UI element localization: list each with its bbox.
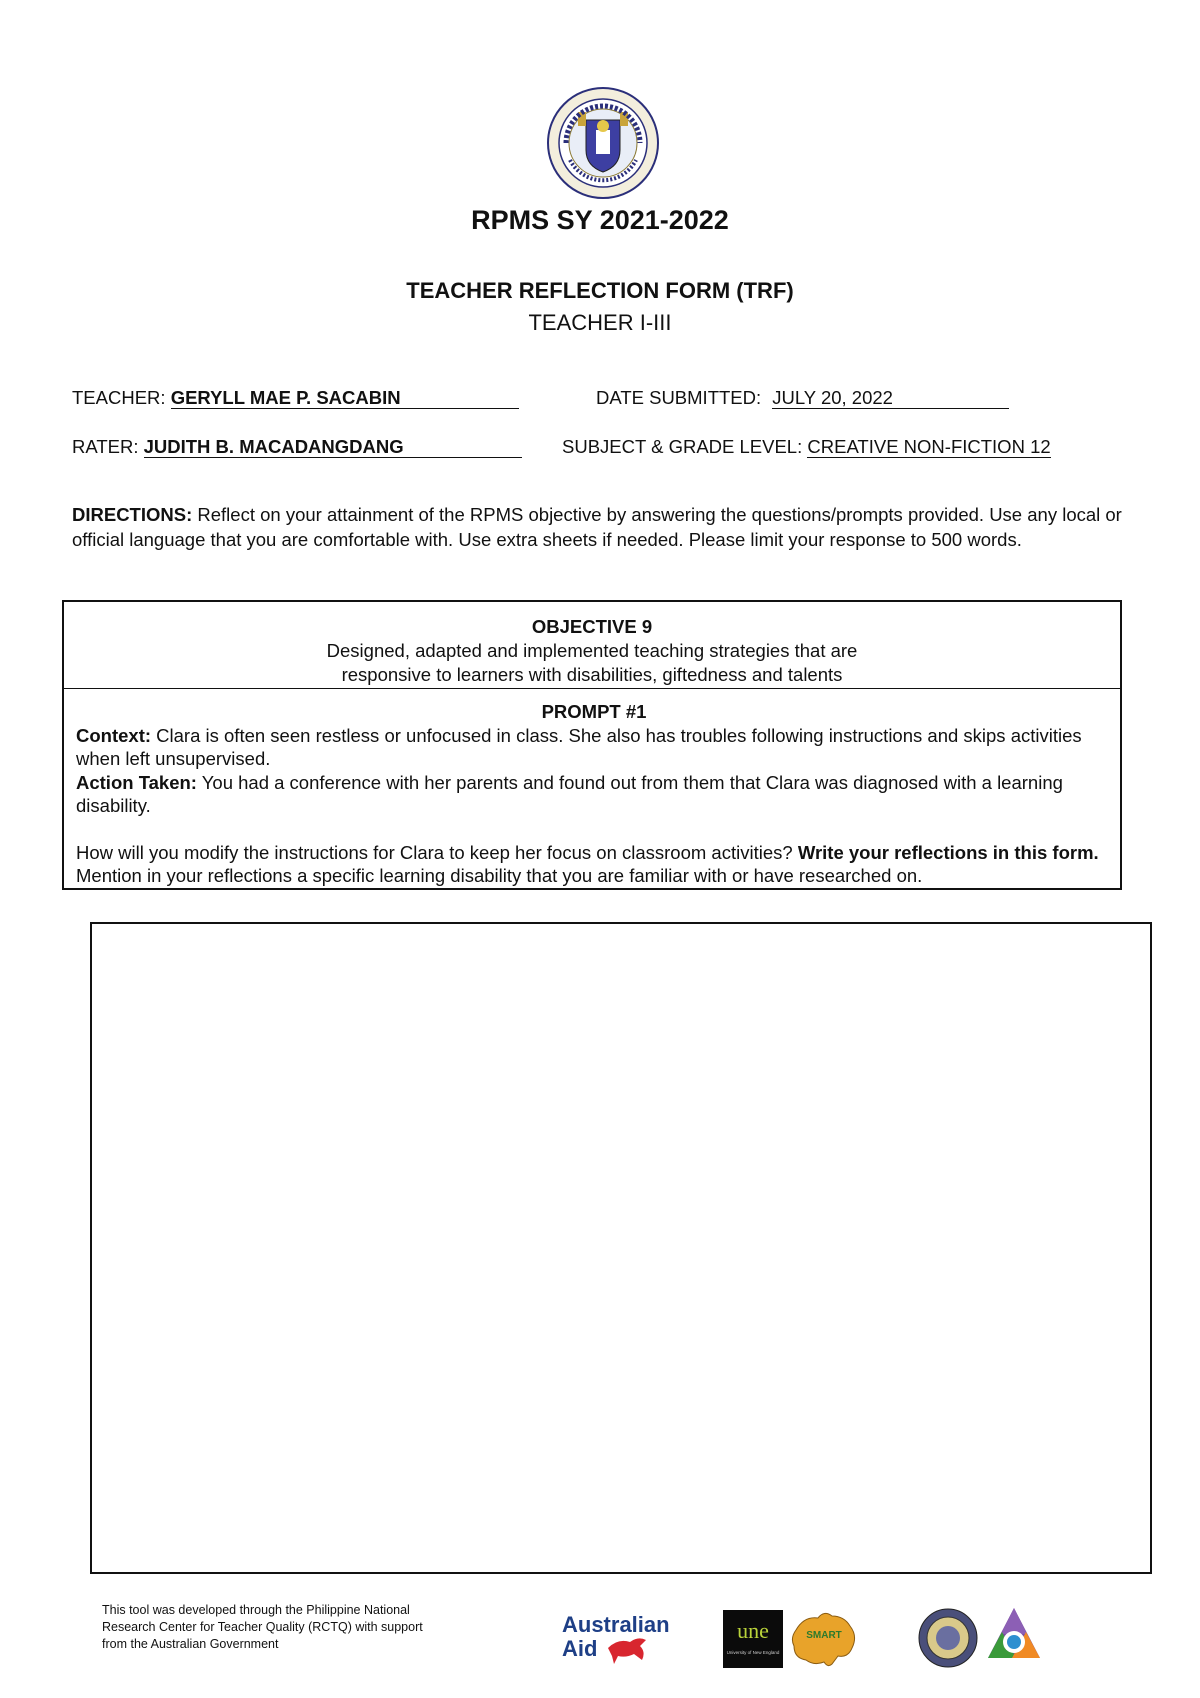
australian-aid-logo bbox=[560, 1608, 680, 1670]
form-title: TEACHER REFLECTION FORM (TRF) bbox=[406, 278, 794, 303]
partner-org-logo bbox=[982, 1604, 1046, 1668]
subject-field bbox=[562, 436, 1051, 458]
une-logo bbox=[723, 1610, 783, 1668]
directions-label: DIRECTIONS: bbox=[72, 504, 193, 525]
prompt-section bbox=[76, 700, 1112, 888]
teacher-label: TEACHER: bbox=[72, 387, 166, 408]
footer-note bbox=[102, 1602, 462, 1653]
action-text: You had a conference with her parents and found out from them that Clara was diagnosed with a learning disability. bbox=[76, 771, 1063, 816]
action-label: Action Taken: bbox=[76, 771, 197, 793]
footer-note-line-2: Research Center for Teacher Quality (RCTQ) with support bbox=[102, 1620, 423, 1634]
prompt-question bbox=[76, 841, 1112, 888]
prompt-title: PROMPT #1 bbox=[541, 701, 647, 722]
aus-aid-line-1: Australian bbox=[562, 1612, 670, 1637]
objective-header bbox=[64, 602, 1120, 689]
une-text: une bbox=[737, 1618, 769, 1643]
objective-line-2: responsive to learners with disabilities, giftedness and talents bbox=[341, 664, 843, 685]
rater-field bbox=[72, 436, 522, 458]
date-label: DATE SUBMITTED: bbox=[596, 387, 762, 408]
rctq-seal-logo bbox=[918, 1608, 978, 1668]
smart-logo bbox=[790, 1610, 858, 1668]
reflection-answer-box[interactable] bbox=[90, 922, 1152, 1574]
directions bbox=[72, 502, 1137, 552]
teacher-value: GERYLL MAE P. SACABIN bbox=[171, 388, 519, 409]
question-bold: Write your reflections in this form. bbox=[797, 841, 1099, 863]
deped-seal-logo bbox=[546, 86, 660, 200]
objective-title: OBJECTIVE 9 bbox=[531, 616, 653, 637]
prompt-context bbox=[76, 724, 1112, 771]
une-subtext: University of New England bbox=[726, 1650, 780, 1655]
kangaroo-icon bbox=[608, 1638, 646, 1664]
date-value: JULY 20, 2022 bbox=[772, 388, 1009, 409]
smart-text: SMART bbox=[806, 1630, 842, 1641]
rater-label: RATER: bbox=[72, 436, 139, 457]
teacher-field bbox=[72, 387, 519, 409]
footer-note-line-1: This tool was developed through the Philippine National bbox=[102, 1603, 410, 1617]
page-title: RPMS SY 2021-2022 bbox=[471, 205, 729, 235]
rater-value: JUDITH B. MACADANGDANG bbox=[144, 437, 522, 458]
subject-label: SUBJECT & GRADE LEVEL: bbox=[562, 436, 803, 457]
form-rank: TEACHER I-III bbox=[528, 310, 672, 335]
objective-line-1: Designed, adapted and implemented teaching strategies that are bbox=[326, 640, 858, 661]
objective-box bbox=[62, 600, 1122, 890]
context-text: Clara is often seen restless or unfocused in class. She also has troubles following instructions and skips activities when left unsupervised. bbox=[76, 724, 1082, 769]
question-text: How will you modify the instructions for Clara to keep her focus on classroom activities? bbox=[76, 841, 793, 863]
subject-value: CREATIVE NON-FICTION 12 bbox=[807, 436, 1051, 457]
aus-aid-line-2: Aid bbox=[562, 1636, 598, 1661]
question-tail: Mention in your reflections a specific learning disability that you are familiar with or have researched on. bbox=[76, 865, 923, 886]
date-field bbox=[596, 387, 1009, 409]
footer-note-line-3: from the Australian Government bbox=[102, 1637, 279, 1651]
context-label: Context: bbox=[76, 724, 152, 746]
directions-text: Reflect on your attainment of the RPMS objective by answering the questions/prompts provided. Use any local or official language that you are comfortable with. Use extra sheets if needed. Please limit your response to 500 words. bbox=[72, 504, 1122, 550]
prompt-action bbox=[76, 771, 1112, 818]
